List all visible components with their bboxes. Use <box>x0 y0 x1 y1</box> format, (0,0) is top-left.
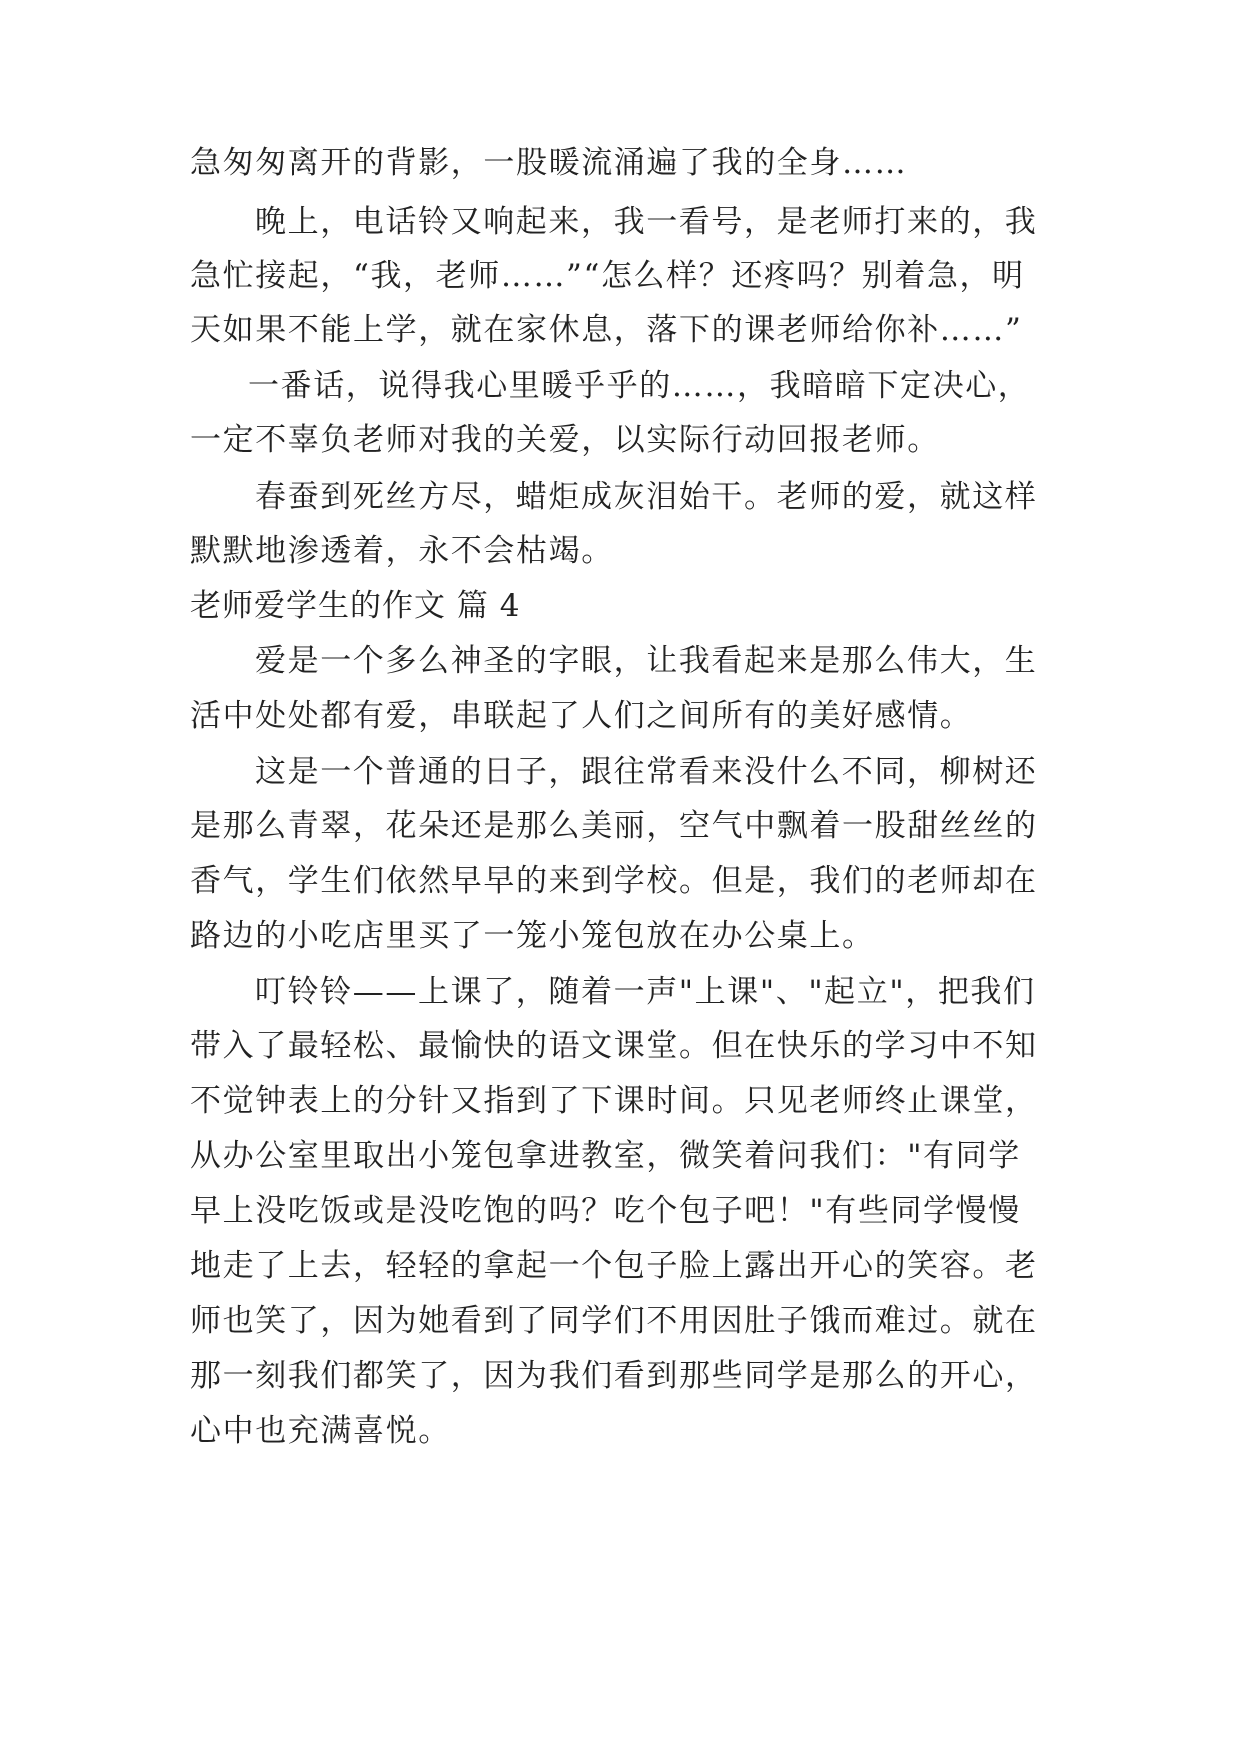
text-line: 叮铃铃——上课了，随着一声"上课"、"起立"，把我们 <box>255 974 1036 1010</box>
text-line: 路边的小吃店里买了一笼小笼包放在办公桌上。 <box>190 918 875 954</box>
text-line: 师也笑了，因为她看到了同学们不用因肚子饿而难过。就在 <box>190 1303 1038 1339</box>
text-line: 急匆匆离开的背影，一股暖流涌遍了我的全身…… <box>190 145 908 181</box>
text-line: 天如果不能上学，就在家休息，落下的课老师给你补……” <box>190 312 1023 348</box>
text-line: 不觉钟表上的分针又指到了下课时间。只见老师终止课堂， <box>190 1083 1038 1119</box>
text-line: 是那么青翠，花朵还是那么美丽，空气中飘着一股甜丝丝的 <box>190 808 1038 844</box>
text-line: 早上没吃饭或是没吃饱的吗？吃个包子吧！"有些同学慢慢 <box>190 1193 1021 1229</box>
text-line: 晚上，电话铃又响起来，我一看号，是老师打来的，我 <box>255 204 1038 240</box>
text-line: 香气，学生们依然早早的来到学校。但是，我们的老师却在 <box>190 863 1038 899</box>
text-line: 一定不辜负老师对我的关爱，以实际行动回报老师。 <box>190 422 940 458</box>
text-line: 从办公室里取出小笼包拿进教室，微笑着问我们："有同学 <box>190 1138 1021 1174</box>
text-line: 那一刻我们都笑了，因为我们看到那些同学是那么的开心， <box>190 1358 1038 1394</box>
section-heading: 老师爱学生的作文 篇 4 <box>190 588 521 624</box>
text-line: 急忙接起，“我，老师……”“怎么样？还疼吗？别着急，明 <box>190 258 1025 294</box>
text-line: 心中也充满喜悦。 <box>190 1413 451 1449</box>
text-line: 带入了最轻松、最愉快的语文课堂。但在快乐的学习中不知 <box>190 1028 1038 1064</box>
text-line: 这是一个普通的日子，跟往常看来没什么不同，柳树还 <box>255 754 1038 790</box>
text-line: 一番话，说得我心里暖乎乎的……，我暗暗下定决心， <box>248 368 1031 404</box>
text-line: 活中处处都有爱，串联起了人们之间所有的美好感情。 <box>190 698 973 734</box>
text-line: 春蚕到死丝方尽，蜡炬成灰泪始干。老师的爱，就这样 <box>255 479 1038 515</box>
text-line: 地走了上去，轻轻的拿起一个包子脸上露出开心的笑容。老 <box>190 1248 1038 1284</box>
text-line: 爱是一个多么神圣的字眼，让我看起来是那么伟大，生 <box>255 643 1038 679</box>
text-line: 默默地渗透着，永不会枯竭。 <box>190 533 614 569</box>
